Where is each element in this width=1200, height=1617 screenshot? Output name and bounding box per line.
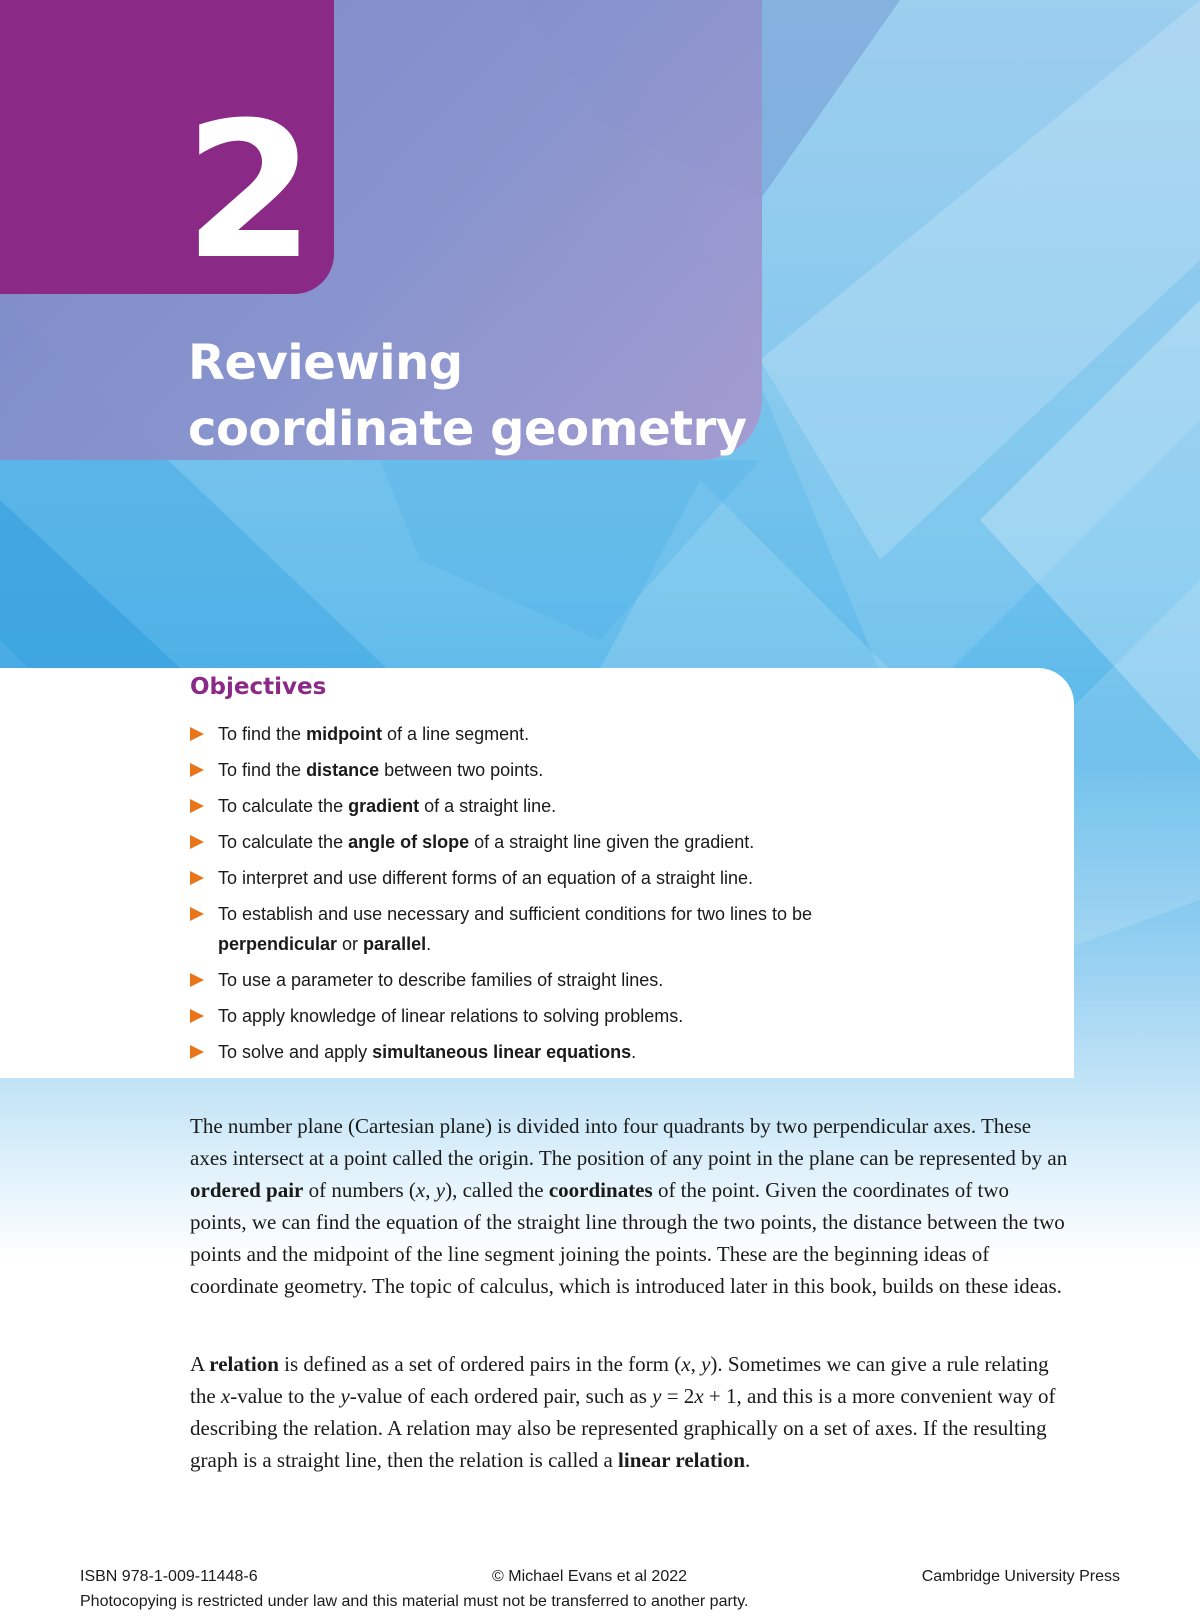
objective-text: . [426, 934, 432, 954]
paragraph-text: -value of each ordered pair, such as [349, 1384, 653, 1408]
math-variable: y [435, 1178, 446, 1202]
math-variable: x [220, 1384, 231, 1408]
paragraph-keyword: ordered pair [190, 1178, 304, 1202]
arrow-bullet-icon [190, 727, 204, 741]
chapter-number: 2 [184, 82, 315, 301]
publisher: Cambridge University Press [921, 1568, 1120, 1585]
chapter-title-line-2: coordinate geometry [188, 401, 747, 457]
paragraph-text: ). Sometimes we can give a rule relating the [190, 1352, 1049, 1408]
arrow-bullet-icon [190, 835, 204, 849]
objective-text: . [631, 1042, 637, 1062]
arrow-bullet-icon [190, 1009, 204, 1023]
math-variable: x [681, 1352, 691, 1376]
objective-keyword: perpendicular [218, 934, 338, 954]
paragraph-text: , and this is a more convenient way of describing the relation. A relation may also be represented graphically on a set of axes. If the resulting graph is a straight line, then the relation is called a [190, 1384, 1056, 1472]
paragraph-text: . [745, 1448, 751, 1472]
paragraph-text: -value to the [230, 1384, 341, 1408]
objective-text: between two points. [379, 760, 544, 780]
math-variable: y [652, 1384, 662, 1408]
paragraph-keyword: relation [209, 1352, 279, 1376]
objective-text: To interpret and use different forms of an equation of a straight line. [218, 868, 753, 888]
objective-keyword: gradient [348, 796, 420, 816]
objectives-heading: Objectives [190, 674, 327, 700]
list-item [190, 824, 1070, 860]
paragraph-text: , [425, 1178, 436, 1202]
objective-text: To solve and apply [218, 1042, 373, 1062]
objective-text: To apply knowledge of linear relations to solving problems. [218, 1006, 684, 1026]
arrow-bullet-icon [190, 799, 204, 813]
arrow-bullet-icon [190, 763, 204, 777]
list-item [190, 716, 1070, 752]
arrow-bullet-icon [190, 907, 204, 921]
math-expression: = 2 [661, 1384, 695, 1408]
objective-keyword: parallel [363, 934, 427, 954]
chapter-title-line-1: Reviewing [188, 335, 463, 391]
paragraph-text: A [190, 1352, 210, 1376]
paragraph-keyword: linear relation [618, 1448, 745, 1472]
objective-keyword: distance [306, 760, 380, 780]
arrow-bullet-icon [190, 871, 204, 885]
math-variable: y [340, 1384, 350, 1408]
objective-text: To establish and use necessary and sufficient conditions for two lines to be [218, 904, 813, 924]
page-footer [80, 1568, 1120, 1588]
arrow-bullet-icon [190, 973, 204, 987]
objective-text: of a straight line. [419, 796, 557, 816]
paragraph-text: of the point. Given the coordinates of two points, we can find the equation of the straight line through the two points, the distance between the two points and the midpoint of the line segment joining the points. These are the beginning ideas of coordinate geometry. The topic of calculus, which is introduced later in this book, builds on these ideas. [190, 1178, 1065, 1298]
paragraph-text: is defined as a set of ordered pairs in the form ( [278, 1352, 682, 1376]
paragraph-text: of numbers ( [303, 1178, 416, 1202]
objective-text: or [337, 934, 364, 954]
objective-keyword: midpoint [306, 724, 383, 744]
intro-paragraph-2 [190, 1348, 1070, 1476]
paragraph-keyword: coordinates [548, 1178, 653, 1202]
list-item [190, 752, 1070, 788]
list-item [190, 998, 1070, 1034]
photocopy-notice: Photocopying is restricted under law and this material must not be transferred to another party. [80, 1593, 749, 1610]
objective-keyword: simultaneous linear equations [372, 1042, 632, 1062]
objective-text: To find the [218, 760, 307, 780]
objective-text: To find the [218, 724, 307, 744]
list-item [190, 860, 1070, 896]
list-item [190, 788, 1070, 824]
objective-text: of a straight line given the gradient. [469, 832, 755, 852]
intro-paragraph-1 [190, 1110, 1070, 1302]
paragraph-text: , [690, 1352, 702, 1376]
objectives-list [190, 716, 1070, 1070]
objective-text: To calculate the [218, 796, 349, 816]
paragraph-text: The number plane (Cartesian plane) is divided into four quadrants by two perpendicular axes. These axes intersect at a point called the origin. The position of any point in the plane can be represented by an [190, 1114, 1068, 1170]
math-variable: x [415, 1178, 426, 1202]
objective-keyword: angle of slope [348, 832, 470, 852]
math-expression: + 1 [703, 1384, 737, 1408]
math-variable: y [701, 1352, 711, 1376]
list-item [190, 896, 1070, 962]
list-item [190, 962, 1070, 998]
chapter-title [188, 330, 747, 462]
math-variable: x [694, 1384, 704, 1408]
objective-text: To calculate the [218, 832, 349, 852]
isbn: ISBN 978-1-009-11448-6 [80, 1568, 258, 1585]
arrow-bullet-icon [190, 1045, 204, 1059]
objective-text: of a line segment. [382, 724, 530, 744]
objective-text: To use a parameter to describe families of straight lines. [218, 970, 664, 990]
list-item [190, 1034, 1070, 1070]
copyright: © Michael Evans et al 2022 [492, 1568, 688, 1585]
paragraph-text: ), called the [445, 1178, 549, 1202]
